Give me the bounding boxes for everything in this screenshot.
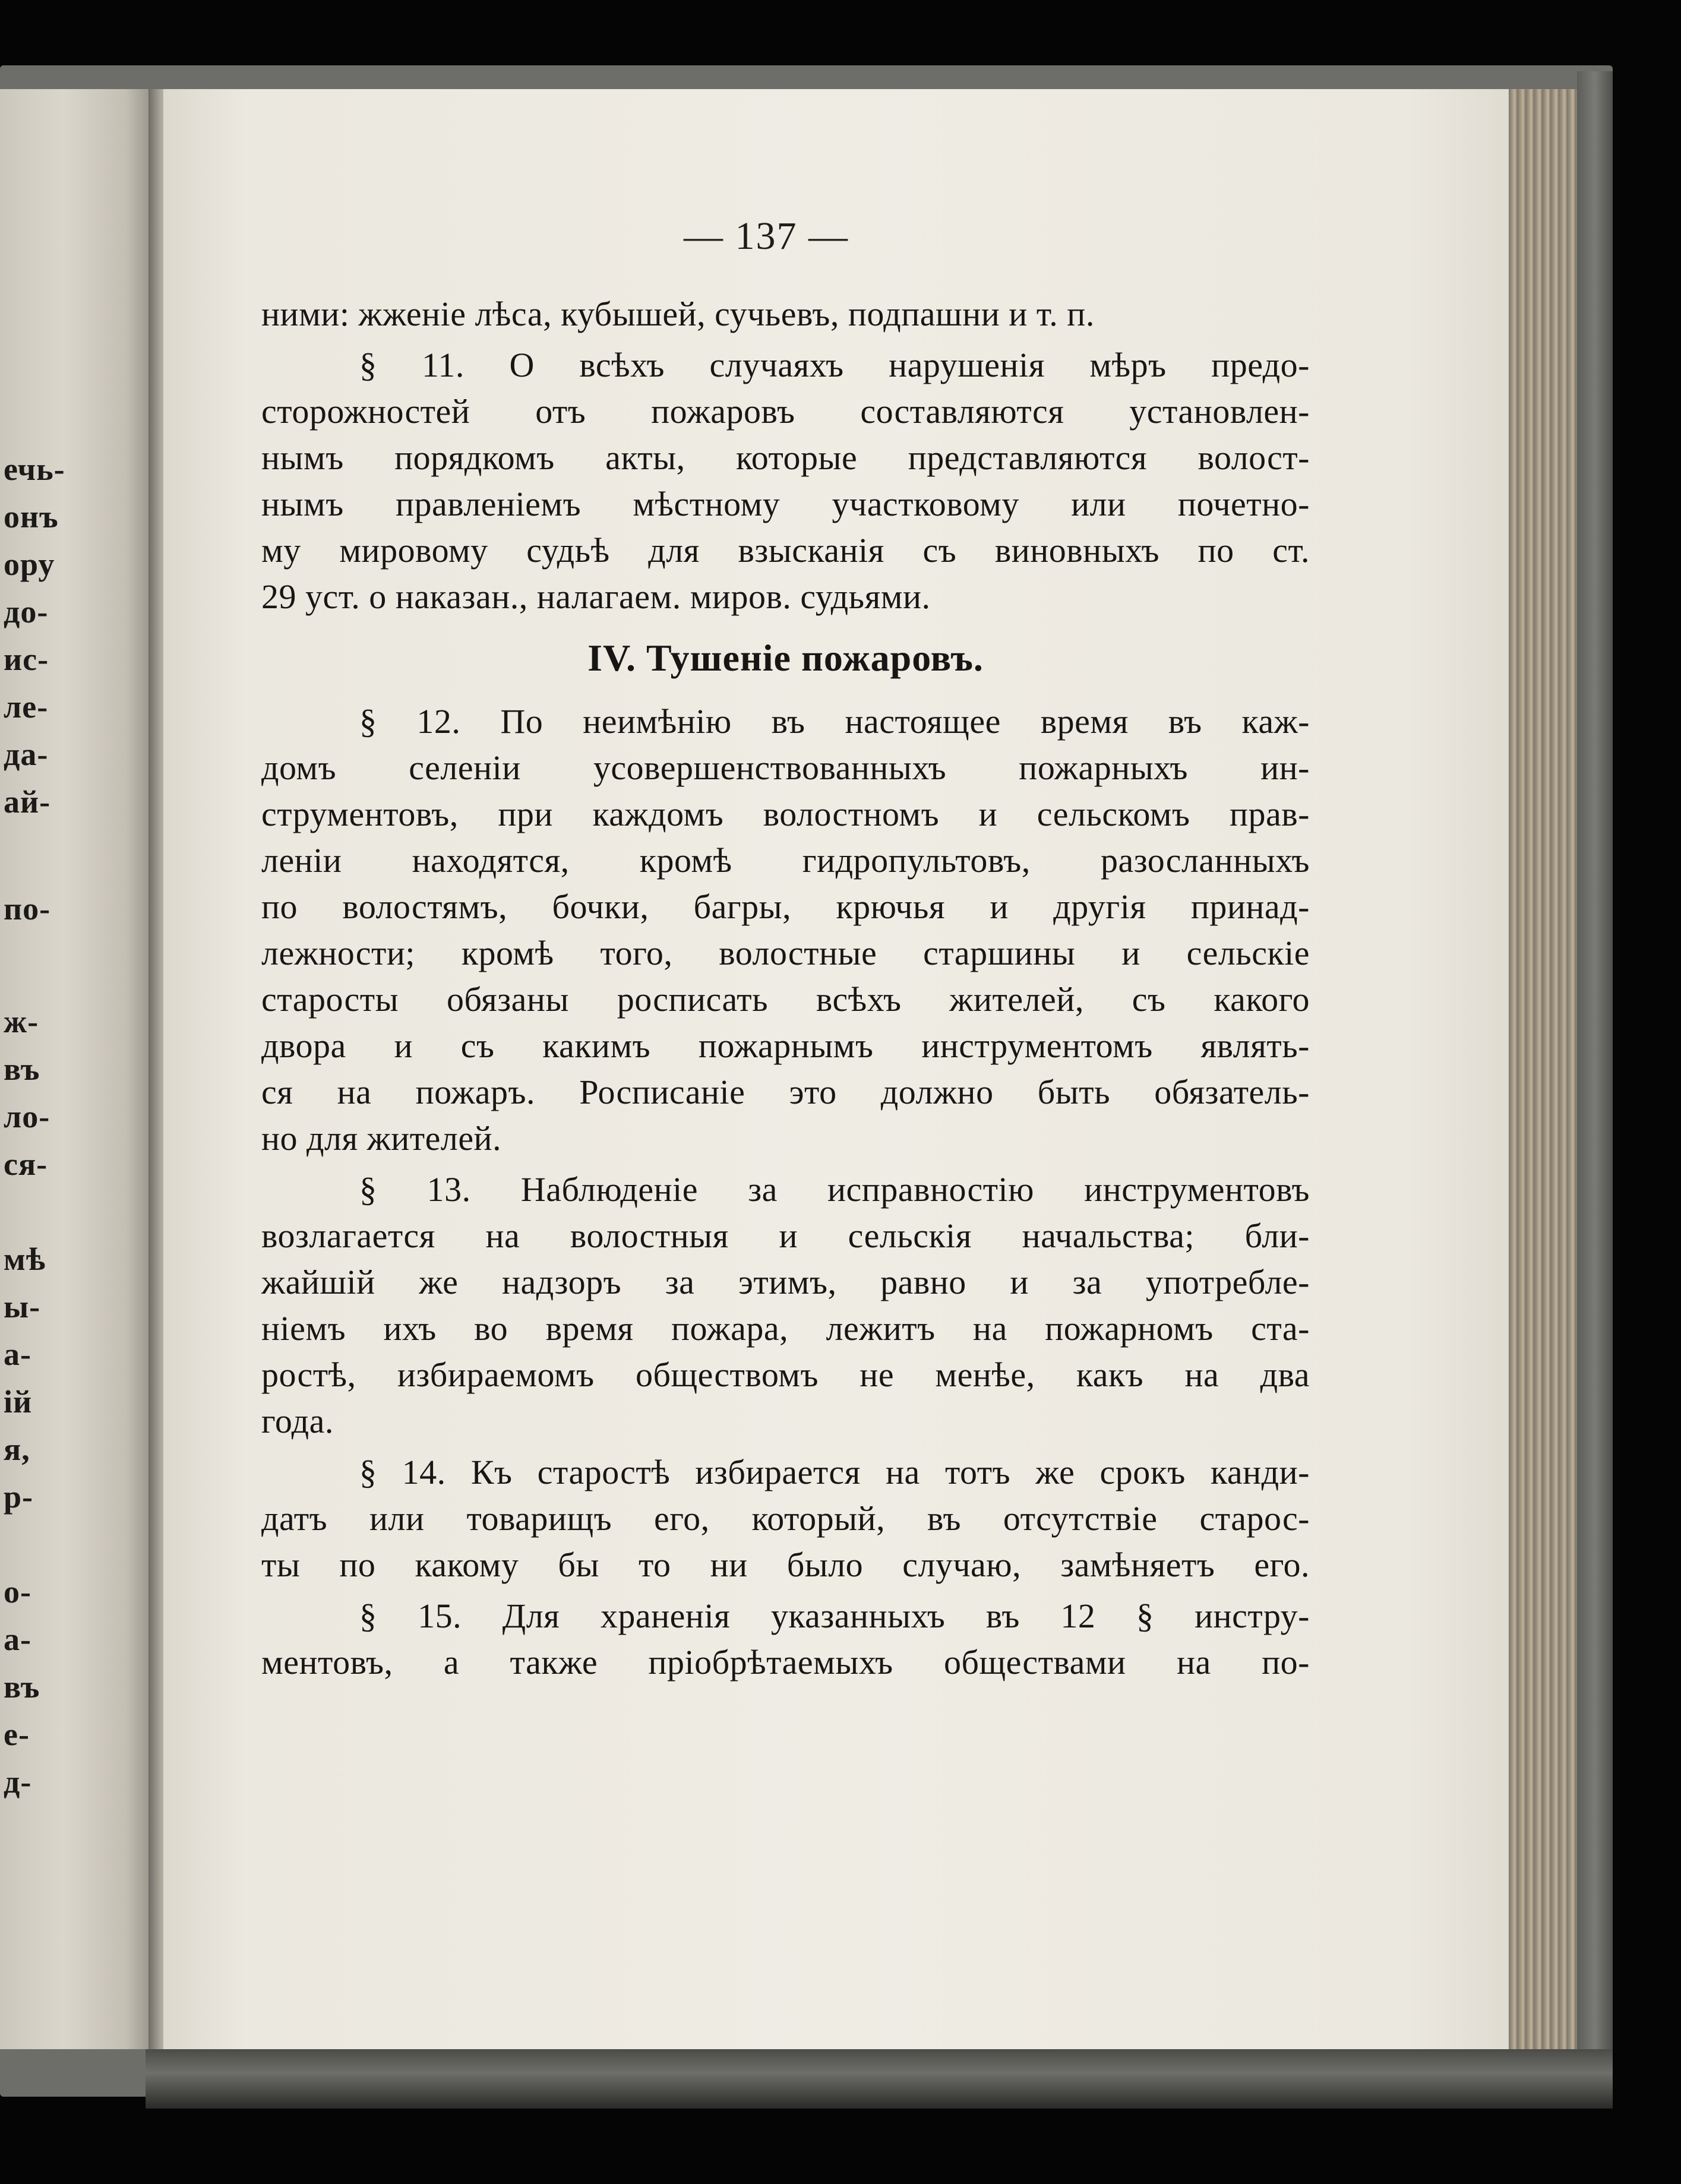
opening-paragraph [261,291,1310,337]
left-page-fragment: е- [4,1717,30,1752]
cover-board-edge [1577,71,1613,2079]
left-page-fragment: д- [4,1764,32,1800]
paragraph-14 [261,1449,1310,1588]
paragraph-13 [261,1167,1310,1445]
left-page-fragment: я, [4,1431,30,1467]
text-line: по волостямъ, бочки, багры, крючья и другія принад- [261,887,1310,926]
text-line: сторожностей отъ пожаровъ составляются установлен- [261,392,1310,431]
text-line: жайшій же надзоръ за этимъ, равно и за употребле- [261,1263,1310,1301]
left-page-fragment: въ [4,1051,40,1087]
text-line: ментовъ, а также пріобрѣтаемыхъ обществами на по- [261,1643,1310,1682]
text-line: домъ селеніи усовершенствованныхъ пожарныхъ ин- [261,748,1310,787]
paragraph-12 [261,698,1310,1162]
left-page-fragment: ся- [4,1146,48,1182]
text-line: нымъ порядкомъ акты, которые представляются волост- [261,438,1310,477]
left-page-fragment: ору [4,546,55,582]
text-line: ними: жженіе лѣса, кубышей, сучьевъ, подпашни и т. п. [261,295,1095,333]
left-page-fragment: ло- [4,1099,50,1134]
text-line: ніемъ ихъ во время пожара, лежитъ на пожарномъ ста- [261,1309,1310,1348]
text-line: § 12. По неимѣнію въ настоящее время въ каж- [359,702,1310,741]
left-page-fragment: ж- [4,1004,39,1039]
left-page-fragment: ій [4,1384,33,1420]
text-line: § 13. Наблюденіе за исправностію инструментовъ [359,1170,1310,1209]
text-line: двора и съ какимъ пожарнымъ инструментомъ являть- [261,1026,1310,1065]
paragraph-15 [261,1593,1310,1686]
page-number: — 137 — [684,214,849,258]
left-page-fragment: ле- [4,689,49,725]
section-heading: IV. Тушеніе пожаровъ. [587,637,984,679]
left-page [0,89,157,2049]
text-line: § 15. Для храненія указанныхъ въ 12 § инстру- [359,1597,1310,1635]
text-line: нымъ правленіемъ мѣстному участковому или почетно- [261,485,1310,523]
left-page-fragment: ы- [4,1289,41,1325]
text-line: ся на пожаръ. Росписаніе это должно быть обязатель- [261,1073,1310,1111]
left-page-fragment: о- [4,1574,31,1610]
left-page-fragment: ай- [4,784,51,820]
text-line: § 14. Къ старостѣ избирается на тотъ же срокъ канди- [359,1453,1310,1491]
text-line: ты по какому бы то ни было случаю, замѣняетъ его. [261,1545,1310,1584]
bottom-shadow [146,2049,1613,2109]
text-line: 29 уст. о наказан., налагаем. миров. судьями. [261,577,931,616]
text-line: § 11. О всѣхъ случаяхъ нарушенія мѣръ предо- [359,346,1310,384]
text-line: струментовъ, при каждомъ волостномъ и сельскомъ прав- [261,795,1310,833]
paragraph-11 [261,342,1310,620]
left-page-fragment: до- [4,594,49,630]
page-body [261,291,1310,1690]
text-line: му мировому судьѣ для взысканія съ виновныхъ по ст. [261,531,1310,570]
text-line: возлагается на волостныя и сельскія начальства; бли- [261,1216,1310,1255]
left-page-fragment: по- [4,891,51,927]
left-page-fragment: ечь- [4,451,65,487]
page-edge [1509,89,1580,2061]
text-line: датъ или товарищъ его, который, въ отсутствіе старос- [261,1499,1310,1538]
left-page-fragment: да- [4,737,49,772]
text-line: леніи находятся, кромѣ гидропультовъ, разосланныхъ [261,841,1310,880]
left-page-fragment: р- [4,1479,34,1515]
text-line: лежности; кромѣ того, волостные старшины и сельскіе [261,934,1310,972]
left-page-fragment: онъ [4,499,59,535]
text-line: старосты обязаны росписать всѣхъ жителей, съ какого [261,980,1310,1019]
text-line: года. [261,1402,334,1440]
left-page-fragment: мѣ [4,1241,46,1277]
text-line: но для жителей. [261,1119,502,1158]
left-page-fragment: ис- [4,641,49,677]
text-line: ростѣ, избираемомъ обществомъ не менѣе, какъ на два [261,1355,1310,1394]
left-page-fragment: въ [4,1669,40,1705]
left-page-fragment: а- [4,1622,31,1657]
left-page-fragment: а- [4,1336,31,1372]
